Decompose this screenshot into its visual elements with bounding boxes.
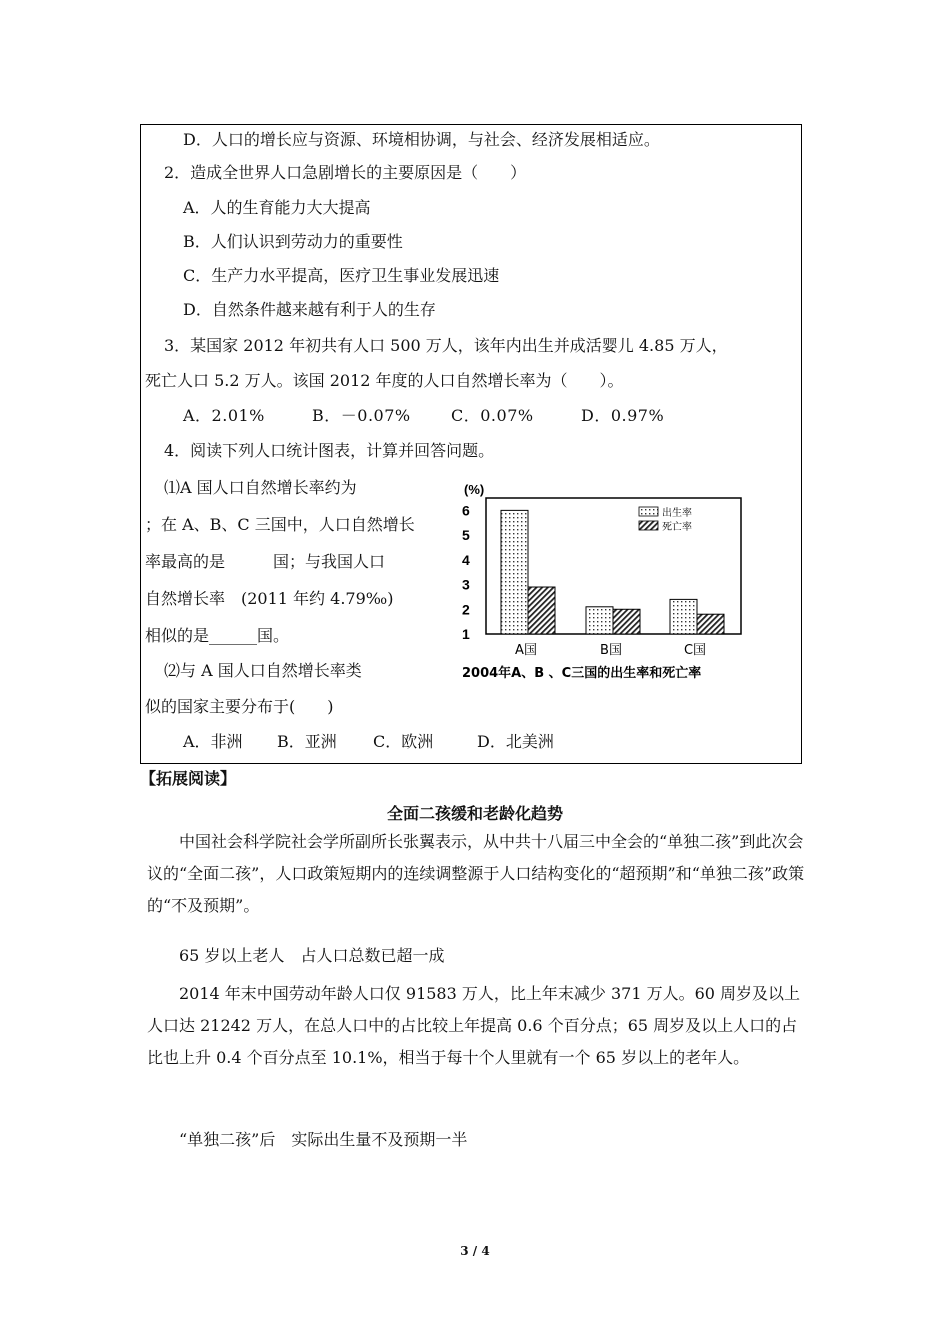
chart-legend [639,506,692,533]
q4-part1-line: ；在 A、B、C 三国中，人口自然增长 [145,515,415,534]
q2-option-a: A．人的生育能力大大提高 [183,198,371,217]
legend-death-label: 死亡率 [662,522,692,533]
death-rate-bar [697,614,724,634]
article-title: 全面二孩缓和老龄化趋势 [386,804,563,823]
y-tick-label: 2 [462,601,470,618]
x-category-label: B国 [600,643,622,658]
q4-part2-line: 似的国家主要分布于( ) [145,697,334,716]
chart-title: 2004年A、B 、C三国的出生率和死亡率 [462,666,702,681]
q3-option-b: B．－0.07% [312,406,411,425]
q2-option-c: C．生产力水平提高，医疗卫生事业发展迅速 [183,266,500,285]
legend-birth-label: 出生率 [662,508,692,519]
extended-reading-heading: 【拓展阅读】 [140,769,237,788]
q3-option-c: C．0.07% [451,406,534,425]
q4-part2-line: ⑵与 A 国人口自然增长率类 [164,661,362,680]
q1-option-d: D．人口的增长应与资源、环境相协调，与社会、经济发展相适应。 [183,130,660,149]
x-category-label: A国 [515,643,537,658]
y-tick-label: 3 [462,576,470,593]
q4-option-b: B．亚洲 [277,732,337,751]
article-paragraph: 2014 年末中国劳动年龄人口仅 91583 万人，比上年末减少 371 万人。60 周岁及以上人口达 21242 万人，在总人口中的占比较上年提高 0.6 个百分点；65 周岁及以上人口的占比也上升 0.4 个百分点至 10.1%，相当于每十个人里就有一个 65 岁以上的老年人。 [147,984,801,1067]
birth-rate-bar [586,607,613,634]
q4-part1-line: ⑴A 国人口自然增长率约为 [164,478,357,497]
y-tick-label: 1 [462,626,470,642]
chart-ylabel: (%) [464,482,485,497]
q3-stem-line1: 3．某国家 2012 年初共有人口 500 万人，该年内出生并成活婴儿 4.85 万人， [164,336,728,355]
page-number: 3 / 4 [460,1244,490,1258]
q4-part1-line: 自然增长率 (2011 年约 4.79‰) [145,589,394,608]
article-subheading: “单独二孩”后 实际出生量不及预期一半 [147,1130,468,1149]
y-tick-label: 4 [462,551,470,568]
q4-option-d: D．北美洲 [477,732,554,751]
q3-stem-line2: 死亡人口 5.2 万人。该国 2012 年度的人口自然增长率为（ ）。 [145,371,624,390]
article-paragraph: 中国社会科学院社会学所副所长张翼表示，从中共十八届三中全会的“单独二孩”到此次会议的“全面二孩”，人口政策短期内的连续调整源于人口结构变化的“超预期”和“单独二孩”政策的“不及预期”。 [147,832,805,915]
q4-part1-line: 相似的是______国。 [145,626,290,645]
q4-part1-line: 率最高的是 国；与我国人口 [145,552,386,571]
birth-rate-bar [670,599,697,634]
legend-birth-swatch [639,507,658,516]
q2-stem: 2．造成全世界人口急剧增长的主要原因是（ ） [164,163,527,182]
q4-stem: 4．阅读下列人口统计图表，计算并回答问题。 [164,441,495,460]
y-tick-label: 6 [462,502,470,519]
birth-rate-bar [501,510,528,634]
q4-option-c: C．欧洲 [373,732,434,751]
y-tick-label: 5 [462,527,470,544]
q2-option-b: B．人们认识到劳动力的重要性 [183,232,403,251]
article-subheading: 65 岁以上老人 占人口总数已超一成 [147,946,445,965]
death-rate-bar [528,587,555,634]
q4-option-a: A．非洲 [183,732,243,751]
x-category-label: C国 [683,643,707,658]
birth-death-rate-chart [456,480,786,690]
q3-option-d: D．0.97% [581,406,665,425]
legend-death-swatch [639,521,658,530]
q2-option-d: D．自然条件越来越有利于人的生存 [183,300,436,319]
q3-option-a: A．2.01% [183,406,265,425]
death-rate-bar [613,609,640,634]
